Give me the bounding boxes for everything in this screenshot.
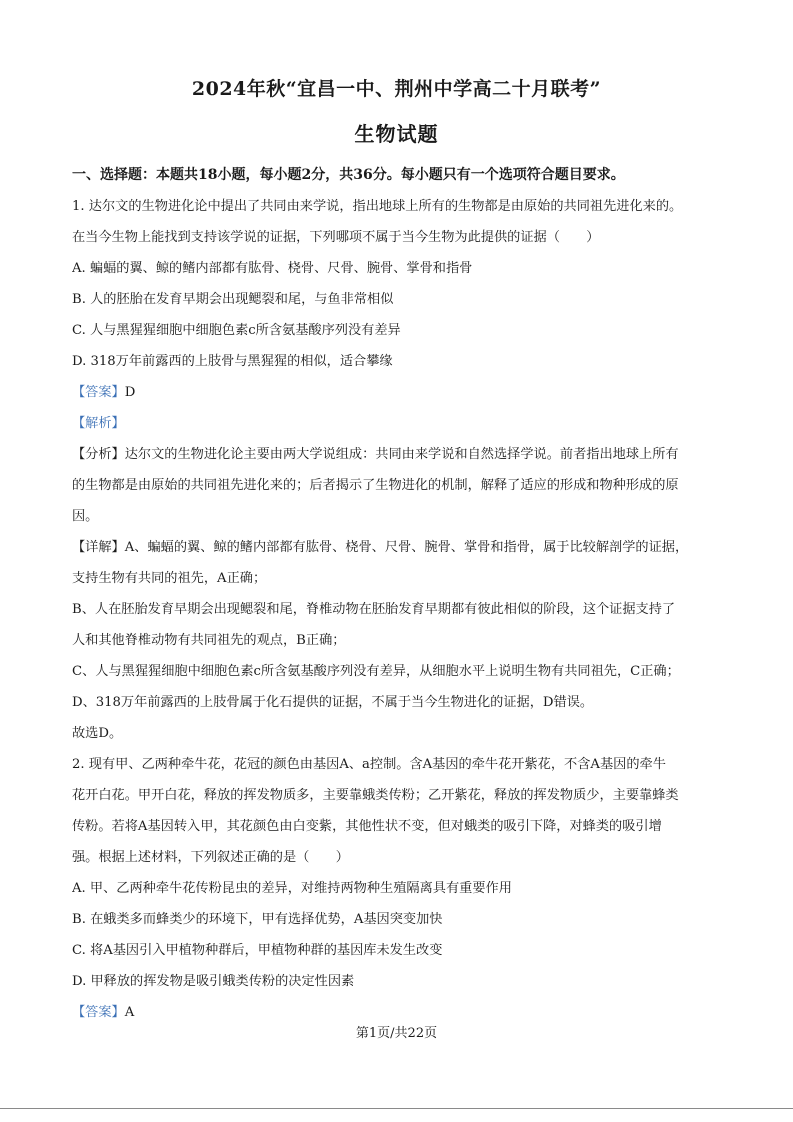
- question-1-option-c: C. 人与黑猩猩细胞中细胞色素c所含氨基酸序列没有差异: [72, 323, 401, 338]
- question-1-analysis: [72, 408, 722, 439]
- bottom-divider: [0, 1108, 793, 1109]
- xiangjie-line-3: B、人在胚胎发育早期会出现鳃裂和尾，脊椎动物在胚胎发育早期都有彼此相似的阶段，这个证据支持了: [72, 602, 676, 617]
- section-heading: 一、选择题：本题共18小题，每小题2分，共36分。每小题只有一个选项符合题目要求。: [72, 167, 625, 183]
- fenxi-line-3: 因。: [72, 509, 99, 524]
- question-2-option-a: A. 甲、乙两种牵牛花传粉昆虫的差异，对维持两物种生殖隔离具有重要作用: [72, 881, 512, 896]
- question-1-option-a: A. 蝙蝠的翼、鲸的鳍内部都有肱骨、桡骨、尺骨、腕骨、掌骨和指骨: [72, 261, 473, 276]
- question-2-option-b: B. 在蛾类多而蜂类少的环境下，甲有选择优势，A基因突变加快: [72, 912, 443, 927]
- question-1-stem-line-1: 1. 达尔文的生物进化论中提出了共同由来学说，指出地球上所有的生物都是由原始的共同祖先进化来的。: [72, 199, 683, 214]
- analysis-tag: 【解析】: [72, 416, 125, 431]
- xiangjie-line-7: 故选D。: [72, 726, 123, 741]
- xiangjie-line-6: D、318万年前露西的上肢骨属于化石提供的证据，不属于当今生物进化的证据，D错误。: [72, 695, 594, 710]
- xiangjie-line-2: 支持生物有共同的祖先，A正确；: [72, 571, 267, 586]
- fenxi-line-2: 的生物都是由原始的共同祖先进化来的；后者揭示了生物进化的机制，解释了适应的形成和物种形成的原: [72, 478, 679, 493]
- fenxi-line-1: [72, 439, 722, 470]
- answer-tag: 【答案】: [72, 1005, 125, 1020]
- question-1-option-b: B. 人的胚胎在发育早期会出现鳃裂和尾，与鱼非常相似: [72, 292, 394, 307]
- answer-value: D: [124, 385, 136, 400]
- question-2-stem-line-3: 传粉。若将A基因转入甲，其花颜色由白变紫，其他性状不变，但对蛾类的吸引下降，对蜂类的吸引增: [72, 819, 662, 834]
- answer-value: A: [124, 1005, 135, 1020]
- question-1-option-d: D. 318万年前露西的上肢骨与黑猩猩的相似，适合攀缘: [72, 354, 393, 369]
- question-2-stem-line-4: 强。根据上述材料，下列叙述正确的是（ ）: [72, 850, 349, 865]
- fenxi-tag: 【分析】: [72, 447, 125, 462]
- question-1-stem-line-2: 在当今生物上能找到支持该学说的证据，下列哪项不属于当今生物为此提供的证据（ ）: [72, 230, 600, 245]
- page-number: 第1页/共22页: [355, 1026, 438, 1041]
- question-2-stem-line-2: 花开白花。甲开白花，释放的挥发物质多，主要靠蛾类传粉；乙开紫花，释放的挥发物质少，主要靠蜂类: [72, 788, 679, 803]
- document-body: [72, 160, 722, 1028]
- fenxi-text: 达尔文的生物进化论主要由两大学说组成：共同由来学说和自然选择学说。前者指出地球上所有: [124, 447, 679, 462]
- xiangjie-tag: 【详解】: [72, 540, 125, 555]
- xiangjie-line-4: 人和其他脊椎动物有共同祖先的观点，B正确；: [72, 633, 346, 648]
- question-1-answer: [72, 377, 722, 408]
- exam-title: 2024年秋“宜昌一中、荆州中学高二十月联考”: [191, 78, 602, 100]
- question-2-option-d: D. 甲释放的挥发物是吸引蛾类传粉的决定性因素: [72, 974, 355, 989]
- xiangjie-line-1: [72, 532, 722, 563]
- question-2-option-c: C. 将A基因引入甲植物种群后，甲植物种群的基因库未发生改变: [72, 943, 443, 958]
- xiangjie-text: A、蝙蝠的翼、鲸的鳍内部都有肱骨、桡骨、尺骨、腕骨、掌骨和指骨，属于比较解剖学的证据，: [124, 540, 689, 555]
- answer-tag: 【答案】: [72, 385, 125, 400]
- xiangjie-line-5: C、人与黑猩猩细胞中细胞色素c所含氨基酸序列没有差异，从细胞水平上说明生物有共同祖先，C正确；: [72, 664, 680, 679]
- question-2-stem-line-1: 2. 现有甲、乙两种牵牛花，花冠的颜色由基因A、a控制。含A基因的牵牛花开紫花，不含A基因的牵牛: [72, 757, 666, 772]
- exam-subtitle: 生物试题: [354, 122, 439, 146]
